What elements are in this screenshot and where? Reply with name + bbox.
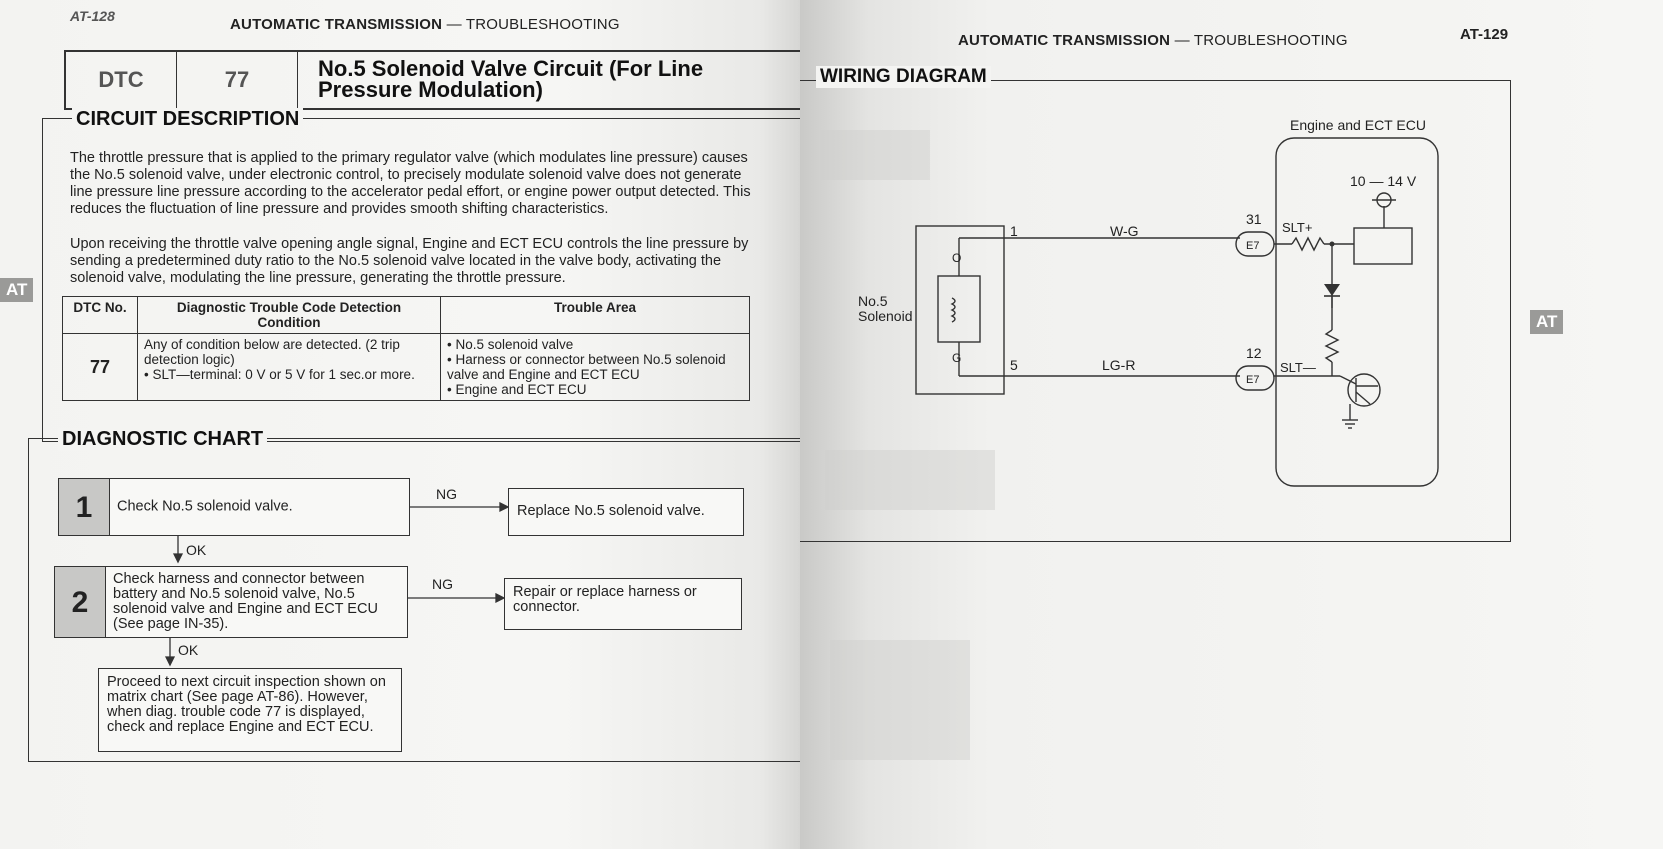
ng-label: NG bbox=[436, 486, 457, 502]
trouble-area-item: • Harness or connector between No.5 solenoid valve and Engine and ECT ECU bbox=[447, 352, 726, 382]
trouble-area-text: Engine and ECT ECU bbox=[455, 382, 587, 397]
ok-label: OK bbox=[178, 642, 199, 658]
side-tab: AT bbox=[0, 278, 33, 302]
ok-arrowhead-1 bbox=[174, 554, 182, 562]
trouble-area-text: Harness or connector between No.5 solenoid valve and Engine and ECT ECU bbox=[447, 352, 726, 382]
ecu-connector-label: E7 bbox=[1246, 374, 1260, 386]
wiring-diagram-title: WIRING DIAGRAM bbox=[816, 66, 991, 88]
dtc-label: DTC bbox=[66, 52, 177, 108]
circuit-description-title: CIRCUIT DESCRIPTION bbox=[72, 108, 303, 131]
circuit-paragraph-1: The throttle pressure that is applied to the primary regulator valve (which modulates line pressure) causes the No.5 solenoid valve, under electronic control, to precisely modulate solenoid valve does not generate line pressure line pressure according to the accelerator pedal effort, or engine power output detected. This reduces the fluctuation of line pressure and provides smooth shifting characteristics. bbox=[70, 150, 751, 217]
diode-icon bbox=[1324, 284, 1340, 296]
table-header: Diagnostic Trouble Code Detection Condition bbox=[138, 297, 441, 334]
step-number: 1 bbox=[59, 479, 110, 535]
resistor-icon bbox=[1326, 330, 1338, 362]
condition-text: Any of condition below are detected. (2 trip detection logic) bbox=[144, 337, 400, 367]
connector-pin-g: G bbox=[952, 351, 962, 365]
side-tab: AT bbox=[1530, 310, 1563, 334]
ng-label: NG bbox=[432, 576, 453, 592]
ecu-label: Engine and ECT ECU bbox=[1290, 117, 1426, 133]
ecu-box bbox=[1276, 138, 1438, 486]
table-header: Trouble Area bbox=[441, 297, 750, 334]
solenoid-label: No.5 bbox=[858, 293, 888, 309]
step-text: Check harness and connector between battery and No.5 solenoid valve, No.5 solenoid valve and Engine and ECT ECU (See page IN-35). bbox=[113, 571, 378, 632]
ecu-pin-number: 31 bbox=[1246, 211, 1262, 227]
diagnostic-chart-title: DIAGNOSTIC CHART bbox=[58, 428, 267, 451]
step-text: Check No.5 solenoid valve. bbox=[117, 498, 293, 515]
dtc-code: 77 bbox=[177, 52, 298, 108]
ng-arrowhead-1 bbox=[500, 503, 508, 511]
slt-plus-label: SLT+ bbox=[1282, 220, 1313, 235]
solenoid-label: Solenoid bbox=[858, 308, 913, 324]
page-number: AT-128 bbox=[70, 8, 115, 24]
dtc-title-line: No.5 Solenoid Valve Circuit (For Line bbox=[318, 56, 704, 81]
ecu-connector-label: E7 bbox=[1246, 240, 1260, 252]
voltage-source-box bbox=[1354, 228, 1412, 264]
wire-color-label: LG-R bbox=[1102, 357, 1136, 373]
trouble-area-item: • No.5 solenoid valve bbox=[447, 337, 574, 352]
ng-action-box: Repair or replace harness or connector. bbox=[504, 578, 742, 630]
dtc-title-line: Pressure Modulation) bbox=[318, 77, 543, 102]
ng-arrowhead-2 bbox=[496, 594, 504, 602]
step-2-box bbox=[54, 566, 408, 638]
connector-pin-o: O bbox=[952, 251, 962, 265]
header-subtitle: — TROUBLESHOOTING bbox=[1174, 32, 1348, 49]
voltage-label: 10 — 14 V bbox=[1350, 173, 1417, 189]
ng-action-box: Replace No.5 solenoid valve. bbox=[508, 488, 744, 536]
junction-dot bbox=[1330, 242, 1335, 247]
ok-arrowhead-2 bbox=[166, 657, 174, 665]
solenoid-coil-box bbox=[938, 276, 980, 342]
wire bbox=[1356, 392, 1370, 404]
condition-text: • SLT—terminal: 0 V or 5 V for 1 sec.or more. bbox=[144, 367, 415, 382]
right-page bbox=[800, 0, 1663, 849]
resistor-icon bbox=[1292, 238, 1324, 250]
wiring-diagram bbox=[800, 0, 1663, 849]
header-title: AUTOMATIC TRANSMISSION bbox=[958, 32, 1171, 49]
table-header: DTC No. bbox=[63, 297, 138, 334]
pin-number: 5 bbox=[1010, 357, 1018, 373]
left-page bbox=[0, 0, 800, 849]
header-subtitle: — TROUBLESHOOTING bbox=[446, 16, 620, 33]
ok-label: OK bbox=[186, 542, 207, 558]
trouble-area-item: • Engine and ECT ECU bbox=[447, 382, 587, 397]
trouble-area-text: No.5 solenoid valve bbox=[455, 337, 574, 352]
solenoid-coil-icon bbox=[952, 298, 955, 322]
pin-number: 1 bbox=[1010, 223, 1018, 239]
step-1-box bbox=[58, 478, 410, 536]
ecu-pin-number: 12 bbox=[1246, 345, 1262, 361]
circuit-paragraph-2: Upon receiving the throttle valve opening angle signal, Engine and ECT ECU controls the line pressure by sending a predetermined duty ratio to the No.5 solenoid valve located in the valve body, activating the solenoid valve, modulating the line pressure, generating the throttle pressure. bbox=[70, 236, 749, 286]
table-dtc-no: 77 bbox=[63, 334, 138, 401]
step-number: 2 bbox=[55, 567, 106, 637]
slt-minus-label: SLT— bbox=[1280, 360, 1316, 375]
final-step-box: Proceed to next circuit inspection shown on matrix chart (See page AT-86). However, when diag. trouble code 77 is displayed, check and replace Engine and ECT ECU. bbox=[98, 668, 402, 752]
wire-color-label: W-G bbox=[1110, 223, 1139, 239]
transistor-icon bbox=[1348, 374, 1380, 406]
page-number: AT-129 bbox=[1460, 26, 1509, 43]
header-title: AUTOMATIC TRANSMISSION bbox=[230, 16, 443, 33]
